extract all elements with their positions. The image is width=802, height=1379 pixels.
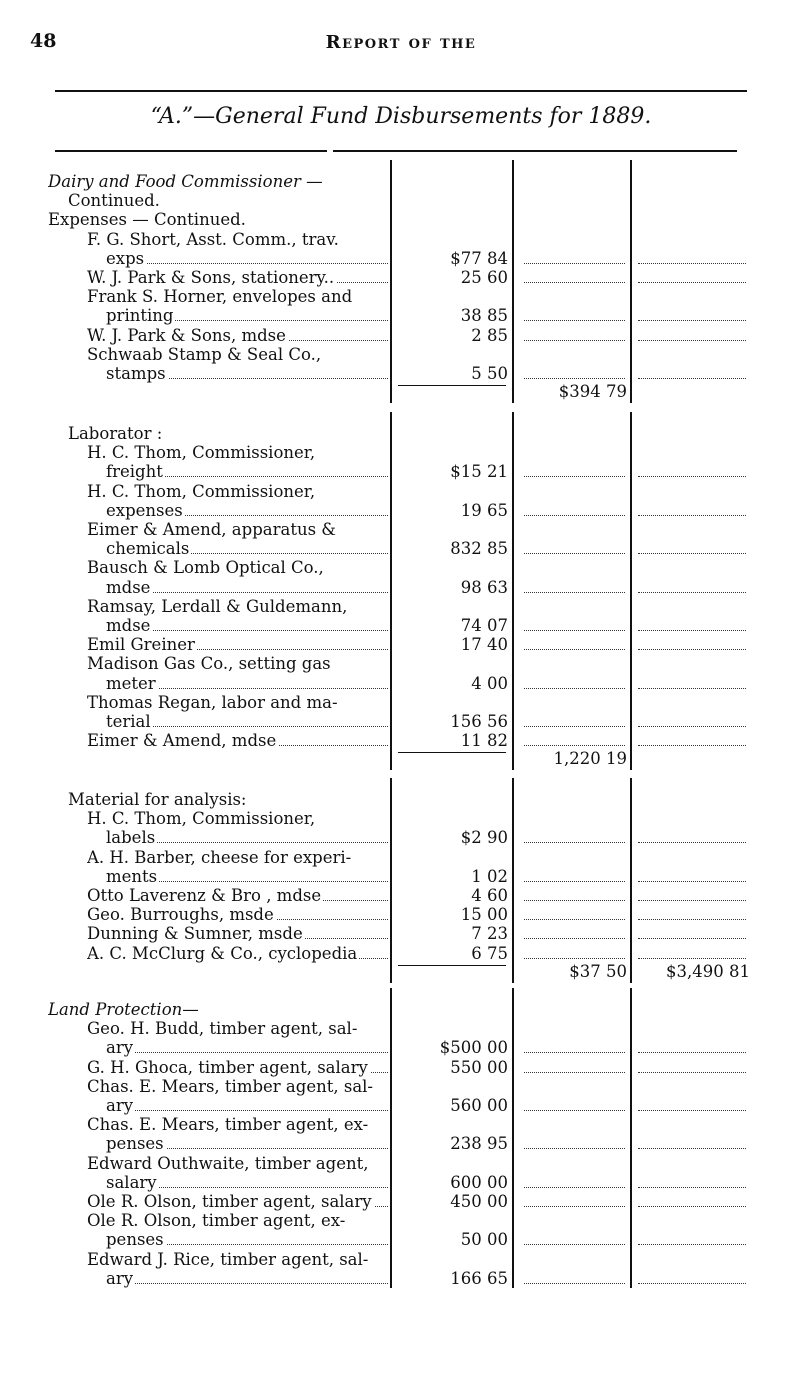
ledger-entry-label: Geo. Burroughs, msde [87, 905, 274, 925]
entry-amount: 15 00 [460, 905, 508, 925]
header-rule [55, 90, 747, 92]
column-rule [390, 412, 392, 770]
ledger-entry-label: W. J. Park & Sons, mdse [87, 325, 286, 345]
dot-leader [638, 842, 746, 843]
ledger-entry-label: labels [106, 828, 156, 848]
ledger-entry-text [87, 1211, 388, 1231]
entry-amount: 5 50 [471, 364, 508, 383]
ledger-entry-text [106, 828, 388, 848]
section-subheading-text [68, 790, 388, 810]
dot-leader [524, 881, 625, 882]
ledger-entry-text [106, 364, 388, 384]
section-heading-text [68, 191, 388, 211]
ledger-entry [0, 482, 802, 502]
section-heading [0, 172, 802, 192]
ledger-entry-label: terial [106, 712, 151, 731]
ledger-entry [0, 828, 802, 848]
ledger-entry-text [87, 848, 388, 868]
ledger-entry-text [106, 616, 388, 636]
title-rule-right [333, 150, 737, 152]
ledger-entry-text [106, 712, 388, 732]
page-number: 48 [30, 30, 57, 52]
dot-leader [524, 900, 625, 901]
dot-leader [638, 881, 746, 882]
ledger-entry-text [87, 268, 388, 288]
ledger-entry [0, 1250, 802, 1270]
ledger-entry-label: Bausch & Lomb Optical Co., [87, 558, 324, 578]
ledger-entry-text [87, 443, 388, 463]
ledger-entry [0, 597, 802, 617]
entry-amount: 600 00 [450, 1172, 508, 1192]
dot-leader [638, 688, 746, 689]
dot-leader [638, 1283, 746, 1284]
ledger-entry-text [87, 886, 388, 906]
ledger-entry [0, 268, 802, 288]
ledger-entry-label: Madison Gas Co., setting gas [87, 654, 331, 674]
section-subheading-label: Material for analysis: [68, 790, 247, 809]
grand-total-amount: $3,490 81 [666, 961, 750, 981]
ledger-entry-label: H. C. Thom, Commissioner, [87, 809, 316, 829]
section-heading-text [48, 1000, 388, 1020]
dot-leader [638, 1187, 746, 1188]
subtotal-rule [398, 752, 506, 753]
column-rule [512, 778, 514, 983]
column-rule [512, 988, 514, 1288]
ledger-entry [0, 944, 802, 964]
ledger-entry [0, 345, 802, 365]
ledger-entry-text [87, 905, 388, 925]
ledger-entry-text [87, 1058, 388, 1078]
dot-leader [638, 515, 746, 516]
ledger-entry-label: salary [106, 1172, 157, 1192]
ledger-entry [0, 886, 802, 906]
running-title: Report of the [325, 32, 477, 53]
dot-leader [638, 745, 746, 746]
section-heading-label: Continued. [68, 191, 160, 211]
entry-amount: 50 00 [460, 1230, 508, 1250]
section-heading-text [48, 172, 388, 192]
ledger-entry [0, 558, 802, 578]
dot-leader [638, 1244, 746, 1245]
ledger-entry-text [106, 249, 388, 269]
ledger-entry [0, 1019, 802, 1039]
entry-amount: 19 65 [460, 500, 508, 520]
dot-leader [106, 1283, 388, 1284]
section-subheading [0, 790, 802, 810]
dot-leader [524, 476, 625, 477]
dot-leader [524, 1283, 625, 1284]
ledger-entry [0, 501, 802, 521]
ledger-entry-label: Chas. E. Mears, timber agent, ex- [87, 1115, 369, 1135]
dot-leader [524, 263, 625, 264]
ledger-entry [0, 1096, 802, 1116]
dot-leader [524, 1148, 625, 1149]
entry-amount: 38 85 [460, 306, 508, 326]
ledger-entry-text [87, 1154, 388, 1174]
ledger-entry-text [106, 1230, 388, 1250]
dot-leader [638, 630, 746, 631]
column-rule [512, 160, 514, 403]
dot-leader [524, 1072, 625, 1073]
ledger-entry-text [87, 326, 388, 346]
ledger-entry-label: G. H. Ghoca, timber agent, salary [87, 1057, 368, 1077]
dot-leader [524, 515, 625, 516]
ledger-entry [0, 1269, 802, 1289]
column-rule [512, 412, 514, 770]
entry-amount: 98 63 [460, 577, 508, 597]
ledger-entry-text [106, 578, 388, 598]
ledger-entry-label: stamps [106, 364, 166, 383]
dot-leader [524, 958, 625, 959]
ledger-entry-label: chemicals [106, 539, 190, 559]
ledger-entry-label: F. G. Short, Asst. Comm., trav. [87, 229, 339, 249]
ledger-entry [0, 654, 802, 674]
column-rule [630, 988, 632, 1288]
ledger-entry-label: Dunning & Sumner, msde [87, 924, 303, 944]
dot-leader [524, 282, 625, 283]
ledger-entry-label: Geo. H. Budd, timber agent, sal- [87, 1019, 358, 1039]
dot-leader [638, 938, 746, 939]
section-subheading-text [68, 424, 388, 444]
ledger-entry-label: meter [106, 673, 156, 693]
ledger-entry-label: penses [106, 1230, 164, 1250]
column-rule [630, 160, 632, 403]
ledger-entry-text [87, 924, 388, 944]
title-rule-left [55, 150, 327, 152]
ledger-entry [0, 1173, 802, 1193]
ledger-entry [0, 1077, 802, 1097]
dot-leader [638, 553, 746, 554]
ledger-entry-text [106, 1038, 388, 1058]
ledger-entry-text [87, 635, 388, 655]
ledger-entry-label: Eimer & Amend, mdse [87, 731, 277, 751]
entry-amount: 25 60 [460, 268, 508, 287]
dot-leader [524, 1187, 625, 1188]
ledger-entry-label: Edward Outhwaite, timber agent, [87, 1153, 369, 1173]
entry-amount: 156 56 [450, 712, 508, 731]
section-heading [0, 191, 802, 211]
ledger-entry-text [106, 1096, 388, 1116]
ledger-entry [0, 712, 802, 732]
section-heading-label: Dairy and Food Commissioner — [48, 172, 323, 191]
subtotal-amount: $37 50 [569, 961, 627, 981]
entry-amount: 11 82 [460, 731, 508, 751]
dot-leader [524, 842, 625, 843]
entry-amount: 238 95 [450, 1134, 508, 1154]
dot-leader [524, 553, 625, 554]
ledger-entry [0, 905, 802, 925]
ledger-entry-text [106, 462, 388, 482]
ledger-entry [0, 230, 802, 250]
ledger-entry-text [87, 944, 388, 964]
section-subheading-label: Laborator : [68, 424, 163, 443]
ledger-entry-label: H. C. Thom, Commissioner, [87, 443, 316, 463]
dot-leader [524, 630, 625, 631]
dot-leader [524, 378, 625, 379]
ledger-entry-text [106, 1134, 388, 1154]
ledger-entry-label: H. C. Thom, Commissioner, [87, 481, 316, 501]
ledger-entry-label: A. H. Barber, cheese for experi- [87, 847, 352, 867]
ledger-entry [0, 249, 802, 269]
ledger-entry [0, 693, 802, 713]
dot-leader [638, 378, 746, 379]
dot-leader [524, 688, 625, 689]
entry-amount: 560 00 [450, 1096, 508, 1115]
ledger-entry [0, 1230, 802, 1250]
ledger-entry-label: Thomas Regan, labor and ma- [87, 692, 338, 712]
ledger-entry [0, 1134, 802, 1154]
ledger-entry-label: expenses [106, 500, 183, 520]
dot-leader [638, 282, 746, 283]
dot-leader [638, 476, 746, 477]
ledger-entry-label: Ole R. Olson, timber agent, ex- [87, 1211, 346, 1231]
entry-amount: 6 75 [471, 943, 508, 963]
ledger-entry [0, 867, 802, 887]
ledger-entry-label: Frank S. Horner, envelopes and [87, 287, 353, 307]
dot-leader [638, 1052, 746, 1053]
ledger-entry-text [87, 230, 388, 250]
column-rule [630, 412, 632, 770]
ledger-entry-text [87, 1115, 388, 1135]
ledger-entry-text [87, 287, 388, 307]
entry-amount: 550 00 [450, 1057, 508, 1077]
entry-amount: $15 21 [450, 462, 508, 482]
entry-amount: 7 23 [471, 924, 508, 944]
ledger-entry-label: Emil Greiner [87, 635, 195, 655]
ledger-entry-label: Schwaab Stamp & Seal Co., [87, 344, 322, 364]
ledger-entry-text [87, 558, 388, 578]
ledger-entry [0, 1058, 802, 1078]
ledger-entry [0, 306, 802, 326]
dot-leader [638, 1148, 746, 1149]
dot-leader [524, 919, 625, 920]
ledger-entry-text [106, 674, 388, 694]
ledger-entry-text [87, 1019, 388, 1039]
ledger-entry [0, 364, 802, 384]
ledger-entry-label: exps [106, 248, 145, 268]
entry-amount: 4 60 [471, 886, 508, 905]
dot-leader [524, 1206, 625, 1207]
ledger-entry [0, 731, 802, 751]
entry-amount: $500 00 [439, 1038, 508, 1058]
dot-leader [638, 1072, 746, 1073]
ledger-entry [0, 443, 802, 463]
dot-leader [638, 320, 746, 321]
ledger-entry [0, 924, 802, 944]
ledger-entry [0, 326, 802, 346]
ledger-entry-label: Ramsay, Lerdall & Guldemann, [87, 596, 348, 616]
ledger-entry-text [106, 501, 388, 521]
ledger-entry [0, 1192, 802, 1212]
ledger-entry [0, 635, 802, 655]
ledger-entry [0, 809, 802, 829]
ledger-entry [0, 578, 802, 598]
section-subheading [0, 210, 802, 230]
ledger-entry [0, 287, 802, 307]
ledger-entry-text [87, 520, 388, 540]
ledger-entry [0, 1154, 802, 1174]
ledger-entry-text [106, 867, 388, 887]
dot-leader [524, 726, 625, 727]
entry-amount: 4 00 [471, 673, 508, 693]
ledger-entry [0, 1211, 802, 1231]
dot-leader [524, 745, 625, 746]
entry-amount: 1 02 [471, 866, 508, 886]
ledger-entry [0, 462, 802, 482]
subtotal-rule [398, 965, 506, 966]
ledger-entry-label: ary [106, 1096, 134, 1115]
dot-leader [638, 649, 746, 650]
dot-leader [524, 1244, 625, 1245]
ledger-entry-text [106, 1173, 388, 1193]
entry-amount: $77 84 [450, 248, 508, 268]
entry-amount: 17 40 [460, 635, 508, 655]
dot-leader [638, 726, 746, 727]
dot-leader [524, 592, 625, 593]
entry-amount: 166 65 [450, 1268, 508, 1288]
ledger-entry [0, 616, 802, 636]
dot-leader [638, 919, 746, 920]
ledger-entry-label: ary [106, 1268, 134, 1288]
dot-leader [638, 340, 746, 341]
subtotal-amount: $394 79 [558, 382, 627, 402]
ledger-entry-label: Edward J. Rice, timber agent, sal- [87, 1249, 369, 1269]
ledger-entry-label: penses [106, 1134, 164, 1154]
ledger-entry-label: ments [106, 866, 158, 886]
dot-leader [524, 1110, 625, 1111]
entry-amount: 832 85 [450, 539, 508, 559]
section-subheading [0, 424, 802, 444]
section-subheading-text [48, 210, 388, 230]
ledger-entry-text [87, 809, 388, 829]
ledger-entry-text [87, 345, 388, 365]
ledger-entry-text [106, 1269, 388, 1289]
dot-leader [524, 1052, 625, 1053]
dot-leader [638, 1110, 746, 1111]
ledger-entry-label: freight [106, 462, 163, 482]
ledger-entry [0, 1038, 802, 1058]
ledger-entry-text [87, 1077, 388, 1097]
dot-leader [524, 340, 625, 341]
ledger-entry-label: Ole R. Olson, timber agent, salary [87, 1192, 372, 1211]
entry-amount: 74 07 [460, 616, 508, 635]
ledger-entry-label: Eimer & Amend, apparatus & [87, 520, 336, 539]
ledger-entry-text [87, 731, 388, 751]
table-title: “A.”—General Fund Disbursements for 1889. [150, 104, 652, 129]
section-heading-label: Land Protection— [48, 1000, 199, 1019]
ledger-entry-label: ary [106, 1038, 134, 1058]
ledger-entry-label: Chas. E. Mears, timber agent, sal- [87, 1076, 374, 1096]
ledger-entry [0, 674, 802, 694]
subtotal-rule [398, 385, 506, 386]
section-heading [0, 1000, 802, 1020]
ledger-entry [0, 520, 802, 540]
dot-leader [106, 1052, 388, 1053]
ledger-entry-text [87, 654, 388, 674]
column-rule [390, 160, 392, 403]
dot-leader [524, 320, 625, 321]
section-subheading-label: Expenses — Continued. [48, 210, 246, 230]
dot-leader [524, 649, 625, 650]
entry-amount: 450 00 [450, 1192, 508, 1211]
dot-leader [638, 900, 746, 901]
dot-leader [638, 1206, 746, 1207]
column-rule [390, 988, 392, 1288]
dot-leader [638, 592, 746, 593]
column-rule [630, 778, 632, 983]
ledger-entry-label: mdse [106, 577, 151, 597]
dot-leader [106, 263, 388, 264]
ledger-entry-label: printing [106, 306, 174, 326]
ledger-entry-text [87, 1250, 388, 1270]
ledger-entry-label: mdse [106, 616, 151, 635]
column-rule [390, 778, 392, 983]
ledger-entry-text [106, 306, 388, 326]
ledger-entry [0, 848, 802, 868]
ledger-entry-text [87, 597, 388, 617]
ledger-entry [0, 1115, 802, 1135]
dot-leader [106, 1110, 388, 1111]
ledger-entry-label: A. C. McClurg & Co., cyclopedia [87, 943, 358, 963]
entry-amount: 2 85 [471, 325, 508, 345]
ledger-entry [0, 539, 802, 559]
ledger-entry-label: W. J. Park & Sons, stationery.. [87, 268, 335, 287]
ledger-entry-text [87, 1192, 388, 1212]
subtotal-amount: 1,220 19 [553, 749, 627, 769]
entry-amount: $2 90 [460, 828, 508, 848]
ledger-entry-text [106, 539, 388, 559]
dot-leader [638, 958, 746, 959]
dot-leader [638, 263, 746, 264]
ledger-entry-text [87, 482, 388, 502]
ledger-entry-label: Otto Laverenz & Bro , mdse [87, 886, 322, 905]
ledger-entry-text [87, 693, 388, 713]
dot-leader [524, 938, 625, 939]
